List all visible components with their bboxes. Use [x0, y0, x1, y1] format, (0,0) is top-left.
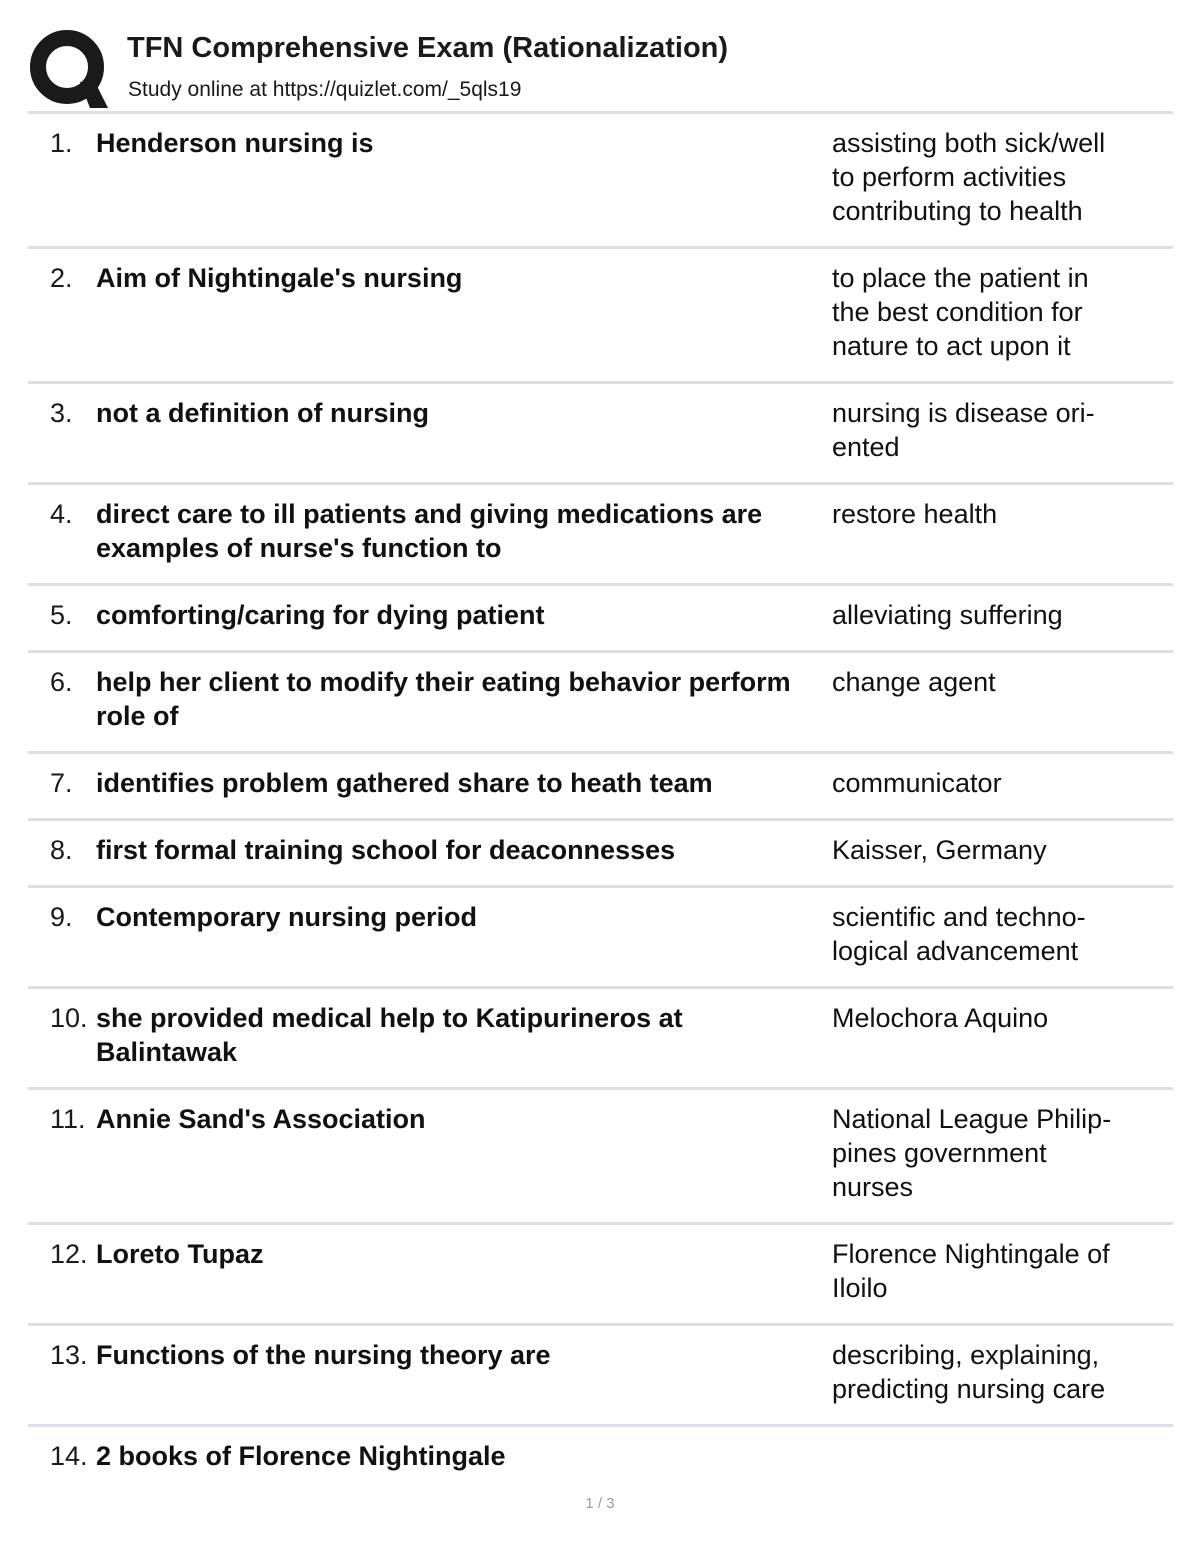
flashcard-row	[28, 114, 1173, 249]
card-term: comforting/caring for dying patient	[96, 600, 545, 630]
card-term: direct care to ill patients and giving medications are examples of nurse's function to	[96, 499, 763, 563]
card-term: help her client to modify their eating behavior perform role of	[96, 667, 791, 731]
card-term: she provided medical help to Katipurineros at Balintawak	[96, 1003, 683, 1067]
card-definition: National League Philip- pines government nurses	[832, 1104, 1112, 1202]
flashcard-row	[28, 1225, 1173, 1326]
card-term: Aim of Nightingale's nursing	[96, 263, 463, 293]
flashcard-row	[28, 485, 1173, 586]
card-number: 5.	[50, 600, 73, 630]
flashcard-row	[28, 249, 1173, 384]
card-number: 10.	[50, 1003, 88, 1033]
flashcard-list	[28, 114, 1173, 1493]
card-definition: alleviating suffering	[832, 600, 1063, 630]
card-number: 6.	[50, 667, 73, 697]
card-term: first formal training school for deaconnesses	[96, 835, 676, 865]
flashcard-row	[28, 586, 1173, 653]
flashcard-row	[28, 821, 1173, 888]
card-term: Annie Sand's Association	[96, 1104, 426, 1134]
flashcard-row	[28, 1326, 1173, 1427]
flashcard-row	[28, 754, 1173, 821]
flashcard-row	[28, 1427, 1173, 1493]
flashcard-row	[28, 384, 1173, 485]
card-definition: describing, explaining, predicting nursing care	[832, 1340, 1106, 1404]
card-definition: Florence Nightingale of Iloilo	[832, 1239, 1110, 1303]
card-term: Contemporary nursing period	[96, 902, 478, 932]
card-number: 3.	[50, 398, 73, 428]
card-term: Henderson nursing is	[96, 128, 374, 158]
card-term: Loreto Tupaz	[96, 1239, 264, 1269]
flashcard-row	[28, 1090, 1173, 1225]
card-definition: Kaisser, Germany	[832, 835, 1047, 865]
card-number: 14.	[50, 1441, 88, 1471]
page-number: 1 / 3	[585, 1495, 615, 1512]
quizlet-q-logo-icon	[30, 30, 108, 108]
card-number: 11.	[50, 1104, 86, 1134]
document-header	[30, 28, 1170, 108]
card-term: identifies problem gathered share to heath team	[96, 768, 713, 798]
study-online-link[interactable]: Study online at https://quizlet.com/_5qls19	[128, 78, 522, 101]
card-number: 4.	[50, 499, 73, 529]
card-definition: change agent	[832, 667, 996, 697]
flashcard-row	[28, 888, 1173, 989]
card-definition: assisting both sick/well to perform activities contributing to health	[832, 128, 1106, 226]
card-definition: restore health	[832, 499, 998, 529]
card-term: 2 books of Florence Nightingale	[96, 1441, 506, 1471]
document-title: TFN Comprehensive Exam (Rationalization)	[127, 32, 729, 64]
card-number: 8.	[50, 835, 73, 865]
card-term: Functions of the nursing theory are	[96, 1340, 551, 1370]
card-number: 2.	[50, 263, 73, 293]
card-definition: Melochora Aquino	[832, 1003, 1049, 1033]
card-definition: nursing is disease ori- ented	[832, 398, 1095, 462]
card-number: 12.	[50, 1239, 88, 1269]
flashcard-row	[28, 989, 1173, 1090]
card-definition: to place the patient in the best condition for nature to act upon it	[832, 263, 1089, 361]
flashcard-row	[28, 653, 1173, 754]
card-number: 7.	[50, 768, 73, 798]
card-term: not a definition of nursing	[96, 398, 429, 428]
card-number: 9.	[50, 902, 73, 932]
card-number: 13.	[50, 1340, 88, 1370]
card-number: 1.	[50, 128, 73, 158]
card-definition: scientific and techno- logical advancement	[832, 902, 1086, 966]
card-definition: communicator	[832, 768, 1002, 798]
